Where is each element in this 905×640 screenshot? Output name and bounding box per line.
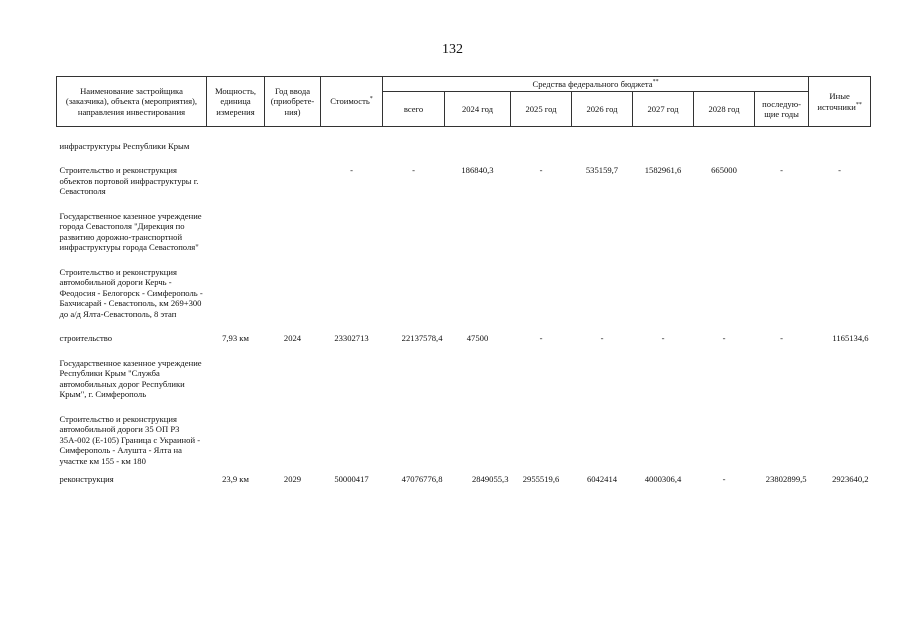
header-cost-label: Стоимость xyxy=(330,96,370,107)
header-federal-footnote: ** xyxy=(652,78,659,85)
table-row xyxy=(57,466,871,484)
cell-2025 xyxy=(511,211,572,253)
cell-cost xyxy=(321,267,383,319)
cell-2028 xyxy=(694,211,755,253)
cell-later xyxy=(755,358,809,400)
cell-later xyxy=(755,141,809,151)
cell-capacity xyxy=(207,141,265,151)
cell-2025: - xyxy=(539,165,543,176)
cell-2024: 47500 xyxy=(466,333,489,344)
cell-year: 2024 xyxy=(283,333,302,344)
cell-capacity xyxy=(207,165,265,196)
cell-2025 xyxy=(511,414,572,466)
cell-2028: - xyxy=(722,474,726,485)
cell-total: 22137578,4 xyxy=(401,333,443,344)
cell-2027: 4000306,4 xyxy=(644,474,682,485)
cell-total xyxy=(383,414,445,466)
table-header xyxy=(57,77,871,127)
header-2026: 2026 год xyxy=(572,92,633,127)
header-2027: 2027 год xyxy=(633,92,694,127)
cell-2026 xyxy=(572,141,633,151)
cell-year xyxy=(265,141,321,151)
cell-2028: 665000 xyxy=(711,165,737,176)
cell-total xyxy=(383,358,445,400)
cell-2025: 2955519,6 xyxy=(522,474,560,485)
cell-2026 xyxy=(572,414,633,466)
cell-year: 2029 xyxy=(283,474,302,485)
cell-total xyxy=(383,141,445,151)
cell-cost xyxy=(321,358,383,400)
cell-cost: 50000417 xyxy=(334,474,369,485)
table-row xyxy=(57,211,871,253)
cell-cost: 23302713 xyxy=(334,333,369,344)
header-other-sources xyxy=(809,77,871,127)
cell-2027 xyxy=(633,358,694,400)
header-later-years: последую-щие годы xyxy=(755,92,809,127)
table-row xyxy=(57,267,871,319)
cell-2027: - xyxy=(661,333,665,344)
header-total: всего xyxy=(383,92,445,127)
cell-2026 xyxy=(572,267,633,319)
page-number: 132 xyxy=(442,42,463,57)
cell-name: Строительство и реконструкция автомобильной дороги Керчь - Феодосия - Белогорск - Симферополь - Бахчисарай - Севастополь, км 269+300 до а/д Ялта-Севастополь, 8 этап xyxy=(59,266,203,319)
header-cost xyxy=(321,77,383,127)
cell-later: 23802899,5 xyxy=(765,474,807,485)
cell-year xyxy=(265,267,321,319)
cell-2026: - xyxy=(600,333,604,344)
cell-other xyxy=(809,414,871,466)
header-other-label: Иные источники xyxy=(817,91,856,112)
cell-total: 47076776,8 xyxy=(401,474,443,485)
cell-name: Строительство и реконструкция автомобильной дороги 35 ОП Р3 35А-002 (Е-105) Граница с Украиной - Симферополь - Алушта - Ялта на участке км 155 - км 180 xyxy=(59,413,201,466)
cell-capacity xyxy=(207,211,265,253)
cell-total: - xyxy=(412,165,415,176)
cell-other: 1165134,6 xyxy=(832,333,869,344)
cell-capacity: 7,93 км xyxy=(222,333,249,344)
cell-2024: 186840,3 xyxy=(461,165,494,176)
cell-other: 2923640,2 xyxy=(832,474,869,485)
cell-2028 xyxy=(694,358,755,400)
header-federal-budget xyxy=(383,77,809,92)
header-year: Год ввода (приобрете-ния) xyxy=(265,77,321,127)
header-federal-label: Средства федерального бюджета xyxy=(532,78,653,89)
table-row xyxy=(57,358,871,400)
cell-2025 xyxy=(511,141,572,151)
cell-cost xyxy=(321,414,383,466)
cell-2027 xyxy=(633,267,694,319)
cell-2025: - xyxy=(539,333,543,344)
cell-2026: 535159,7 xyxy=(585,165,619,176)
cell-2027 xyxy=(633,211,694,253)
cell-2025 xyxy=(511,358,572,400)
cell-2024 xyxy=(445,414,511,466)
cell-later: - xyxy=(780,165,783,176)
cell-year xyxy=(265,165,321,196)
cell-capacity xyxy=(207,358,265,400)
cell-later xyxy=(755,267,809,319)
cell-other: - xyxy=(838,165,842,176)
cell-2028 xyxy=(694,141,755,151)
cell-total xyxy=(383,211,445,253)
cell-2027 xyxy=(633,414,694,466)
cell-2024 xyxy=(445,211,511,253)
header-other-footnote: ** xyxy=(855,101,862,108)
cell-capacity xyxy=(207,414,265,466)
cell-year xyxy=(265,414,321,466)
table-row xyxy=(57,165,871,196)
header-name: Наименование застройщика (заказчика), объекта (мероприятия), направления инвестирования xyxy=(57,77,207,127)
cell-name: Государственное казенное учреждение Республики Крым "Служба автомобильных дорог Республики Крым", г. Симферополь xyxy=(59,357,202,400)
cell-2028 xyxy=(694,267,755,319)
cell-total xyxy=(383,267,445,319)
cell-name: Государственное казенное учреждение города Севастополя "Дирекция по развитию дорожно-транспортной инфраструктуры города Севастополя" xyxy=(59,210,202,253)
cell-2028: - xyxy=(722,333,726,344)
header-2024: 2024 год xyxy=(445,92,511,127)
table-row xyxy=(57,141,871,151)
cell-later: - xyxy=(780,333,783,344)
cell-2024 xyxy=(445,358,511,400)
header-capacity: Мощность, единица измерения xyxy=(207,77,265,127)
cell-2026 xyxy=(572,211,633,253)
cell-cost xyxy=(321,211,383,253)
cell-2024 xyxy=(445,141,511,151)
cell-2024: 2849055,3 xyxy=(471,474,509,485)
cell-later xyxy=(755,211,809,253)
cell-2024 xyxy=(445,267,511,319)
cell-cost xyxy=(321,141,383,151)
cell-cost: - xyxy=(350,165,353,176)
cell-other xyxy=(809,141,871,151)
table-row xyxy=(57,414,871,466)
cell-other xyxy=(809,267,871,319)
cell-later xyxy=(755,414,809,466)
cell-other xyxy=(809,358,871,400)
cell-2027: 1582961,6 xyxy=(644,165,682,176)
cell-2028 xyxy=(694,414,755,466)
table-body xyxy=(57,127,871,485)
header-2028: 2028 год xyxy=(694,92,755,127)
cell-2026: 6042414 xyxy=(586,474,618,485)
cell-name: реконструкция xyxy=(59,474,114,485)
cell-name: инфраструктуры Республики Крым xyxy=(59,141,190,151)
table-row xyxy=(57,333,871,343)
cell-name: строительство xyxy=(59,333,113,344)
header-2025: 2025 год xyxy=(511,92,572,127)
cell-name: Строительство и реконструкция объектов портовой инфраструктуры г. Севастополя xyxy=(59,165,199,197)
budget-table xyxy=(56,76,871,485)
cell-year xyxy=(265,358,321,400)
cell-2026 xyxy=(572,358,633,400)
cell-capacity: 23,9 км xyxy=(222,474,249,485)
cell-2025 xyxy=(511,267,572,319)
cell-capacity xyxy=(207,267,265,319)
header-cost-footnote: * xyxy=(369,96,373,103)
cell-2027 xyxy=(633,141,694,151)
cell-year xyxy=(265,211,321,253)
cell-other xyxy=(809,211,871,253)
